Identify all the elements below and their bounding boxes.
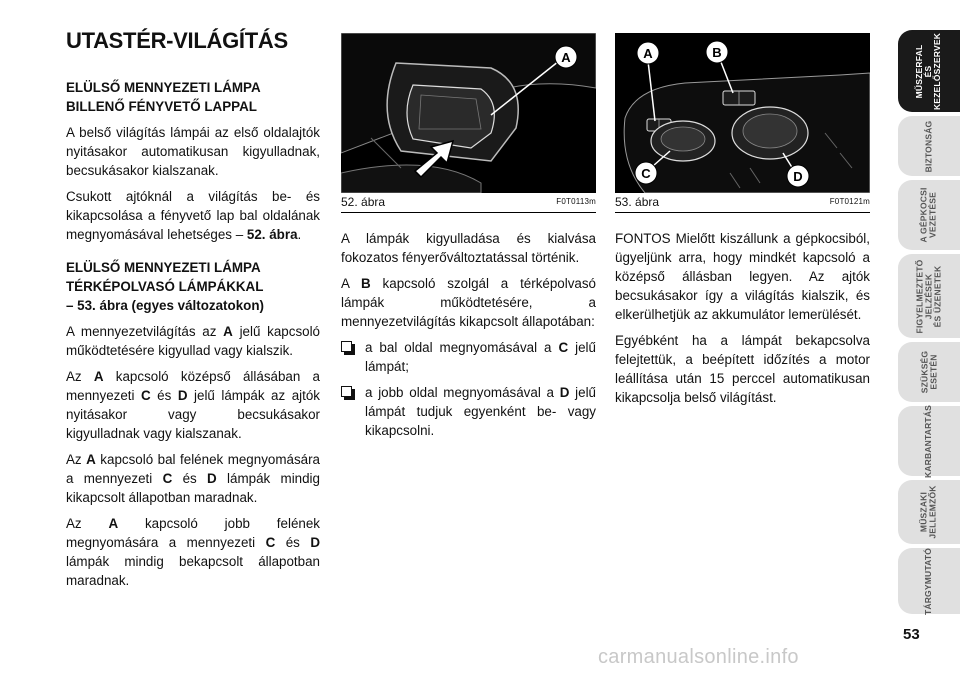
figure-52-code: F0T0113m — [556, 197, 596, 206]
important-note: FONTOS Mielőtt kiszállunk a gépkocsiból, ügyeljünk arra, hogy mindkét kapcsoló a középső állásban legyen. Az ajtók becsukásakor így a világítás kialszik, és elkerülhetjük az akkumulátor lemerülését. — [615, 231, 870, 322]
text-column-1 — [66, 78, 320, 597]
ceiling-lamp-illustration — [341, 33, 596, 193]
paragraph: A B kapcsoló szolgál a térképolvasó lámpák működtetésére, a mennyezetvilágítás kikapcsolt állapotában: — [341, 276, 596, 329]
paragraph: A mennyezetvilágítás az A jelű kapcsoló működtetésére kigyullad vagy kialszik. — [66, 324, 321, 358]
figure-reference[interactable]: 52. ábra — [246, 227, 298, 242]
tab-figyelmezteto[interactable]: FIGYELMEZTETŐ JELZÉSEK ÉS ÜZENETEK — [898, 254, 960, 338]
tab-gepkocsi-vezetese[interactable]: A GÉPKOCSI VEZETÉSE — [898, 180, 960, 250]
tab-muszaki-jellemzok[interactable]: MŰSZAKI JELLEMZŐK — [898, 480, 960, 544]
tab-karbantartas[interactable]: KARBANTARTÁS — [898, 406, 960, 476]
checkbox-bullet-icon — [341, 341, 352, 352]
paragraph: A belső világítás lámpái az első oldalajtók nyitásakor automatikusan kigyulladnak, becsukásakor kialszanak. — [66, 125, 320, 178]
section-heading-2: ELÜLSŐ MENNYEZETI LÁMPA TÉRKÉPOLVASÓ LÁMPÁKKAL – 53. ábra (egyes változatokon) — [66, 260, 264, 313]
tab-szukseg-eseten[interactable]: SZÜKSÉG ESETÉN — [898, 342, 960, 402]
tab-targymutato[interactable]: TÁRGYMUTATÓ — [898, 548, 960, 614]
page-title: UTASTÉR-VILÁGÍTÁS — [66, 28, 288, 53]
checkbox-bullet-icon — [341, 386, 352, 397]
tab-muszerfal[interactable]: MŰSZERFAL ÉS KEZELŐSZERVEK — [898, 30, 960, 112]
figure-53-caption — [615, 195, 870, 211]
map-lamp-illustration — [615, 33, 870, 193]
figure-52-image — [341, 33, 596, 193]
figure-53-image — [615, 33, 870, 193]
paragraph: Egyébként ha a lámpát bekapcsolva felejtettük, a beépített időzítés a motor leállítása után 15 perccel automatikusan kikapcsolja belső világítást. — [615, 333, 870, 405]
figure-52-caption — [341, 195, 596, 211]
text-column-3 — [615, 229, 870, 414]
paragraph: Az A kapcsoló jobb felének megnyomására a mennyezeti C és D lámpák mindig bekapcsolt állapotban maradnak. — [66, 516, 320, 588]
tab-biztonsag[interactable]: BIZTONSÁG — [898, 116, 960, 176]
callout-a-label: A — [643, 46, 653, 61]
figure-53-code: F0T0121m — [829, 197, 870, 206]
paragraph: A lámpák kigyulladása és kialvása fokozatos fényerőváltoztatással történik. — [341, 231, 596, 265]
callout-d-label: D — [793, 169, 803, 184]
list-item: a jobb oldal megnyomásával a D jelű lámpát tudjuk egyenként be- vagy kikapcsolni. — [341, 383, 596, 440]
callout-c-label: C — [641, 166, 651, 181]
section-heading-1: ELÜLSŐ MENNYEZETI LÁMPA BILLENŐ FÉNYVETŐ LAPPAL — [66, 80, 261, 114]
text-column-2 — [341, 229, 596, 447]
list-item: a bal oldal megnyomásával a C jelű lámpát; — [341, 338, 596, 376]
page-number: 53 — [903, 626, 920, 643]
watermark: carmanualsonline.info — [598, 646, 799, 668]
paragraph: Csukott ajtóknál a világítás be- és kikapcsolása a fényvető lap bal oldalának megnyomásával lehetséges – 52. ábra. — [66, 189, 320, 242]
paragraph: Az A kapcsoló bal felének megnyomására a mennyezeti C és D lámpák mindig kikapcsolt állapotban maradnak. — [66, 452, 320, 505]
paragraph: Az A kapcsoló középső állásában a mennyezeti C és D jelű lámpák az ajtók nyitásakor vagy becsukásakor kigyulladnak vagy kialszanak. — [66, 369, 320, 441]
figure-53-label: 53. ábra — [615, 195, 660, 209]
figure-52-label: 52. ábra — [341, 195, 386, 209]
callout-b-label: B — [712, 45, 722, 60]
bullet-list — [341, 338, 596, 440]
callout-a-label: A — [561, 50, 571, 65]
